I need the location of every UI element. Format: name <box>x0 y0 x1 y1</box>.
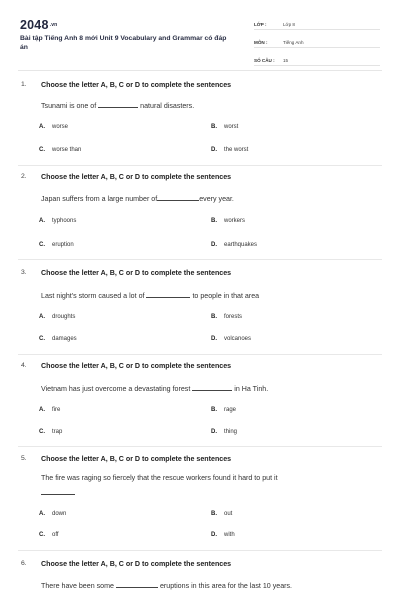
meta-value: Lớp 8 <box>283 22 295 27</box>
answer-blank <box>41 487 75 495</box>
option-c[interactable]: C. damages <box>39 336 77 342</box>
option-c[interactable]: C. trap <box>39 429 63 435</box>
option-b[interactable]: B. forests <box>211 314 243 320</box>
option-b[interactable]: B. workers <box>211 218 246 224</box>
question-number: 6. <box>21 560 27 567</box>
question-instruction: Choose the letter A, B, C or D to complete the sentences <box>41 81 232 89</box>
question-divider <box>18 446 382 447</box>
option-a[interactable]: A. fire <box>39 407 61 413</box>
question-divider <box>18 354 382 355</box>
option-a[interactable]: A. down <box>39 511 67 517</box>
question-instruction: Choose the letter A, B, C or D to complete the sentences <box>41 269 232 277</box>
meta-label: SỐ CÂU : <box>254 58 275 63</box>
meta-value: Tiếng Anh <box>283 40 304 45</box>
meta-row-subject <box>254 34 380 48</box>
question-number: 3. <box>21 269 27 276</box>
question-sentence: Japan suffers from a large number of every year. <box>41 195 234 203</box>
meta-label: MÔN : <box>254 40 268 45</box>
option-d[interactable]: D. with <box>211 532 235 538</box>
option-c[interactable]: C. off <box>39 532 59 538</box>
answer-blank <box>146 290 190 298</box>
meta-row-count <box>254 52 380 66</box>
question-sentence: Vietnam has just overcome a devastating forest in Ha Tinh. <box>41 385 269 393</box>
option-d[interactable]: D. the worst <box>211 147 249 153</box>
question-number: 4. <box>21 362 27 369</box>
answer-blank <box>98 100 138 108</box>
option-d[interactable]: D. thing <box>211 429 238 435</box>
option-b[interactable]: B. out <box>211 511 233 517</box>
meta-value: 15 <box>283 58 289 63</box>
question-instruction: Choose the letter A, B, C or D to complete the sentences <box>41 560 232 568</box>
meta-row-class <box>254 16 380 30</box>
meta-label: LỚP : <box>254 22 267 27</box>
answer-blank <box>157 193 199 201</box>
question-number: 1. <box>21 81 27 88</box>
meta-panel <box>254 16 380 70</box>
question-sentence: Last night's storm caused a lot of to people in that area <box>41 292 260 300</box>
option-b[interactable]: B. worst <box>211 124 239 130</box>
question-number: 5. <box>21 455 27 462</box>
option-c[interactable]: C. worse than <box>39 147 82 153</box>
question-number: 2. <box>21 173 27 180</box>
option-a[interactable]: A. worse <box>39 124 69 130</box>
question-divider <box>18 259 382 260</box>
question-instruction: Choose the letter A, B, C or D to complete the sentences <box>41 455 232 463</box>
option-d[interactable]: D. volcanoes <box>211 336 252 342</box>
option-b[interactable]: B. rage <box>211 407 237 413</box>
document-title: Bài tập Tiếng Anh 8 mới Unit 9 Vocabulary and Grammar có đáp án <box>20 35 227 51</box>
question-instruction: Choose the letter A, B, C or D to complete the sentences <box>41 362 232 370</box>
answer-blank <box>116 580 158 588</box>
question-sentence: Tsunami is one of natural disasters. <box>41 102 195 110</box>
option-c[interactable]: C. eruption <box>39 242 74 248</box>
option-d[interactable]: D. earthquakes <box>211 242 258 248</box>
option-a[interactable]: A. droughts <box>39 314 76 320</box>
site-logo[interactable]: $2048^{.vn}$ <box>20 18 58 32</box>
question-divider <box>18 165 382 166</box>
question-instruction: Choose the letter A, B, C or D to complete the sentences <box>41 173 232 181</box>
question-sentence: There have been some eruptions in this area for the last 10 years. <box>41 582 293 590</box>
option-a[interactable]: A. typhoons <box>39 218 77 224</box>
question-divider <box>18 550 382 551</box>
header-divider <box>18 70 382 71</box>
question-sentence: The fire was raging so fiercely that the rescue workers found it hard to put it <box>41 471 379 501</box>
answer-blank <box>192 383 232 391</box>
